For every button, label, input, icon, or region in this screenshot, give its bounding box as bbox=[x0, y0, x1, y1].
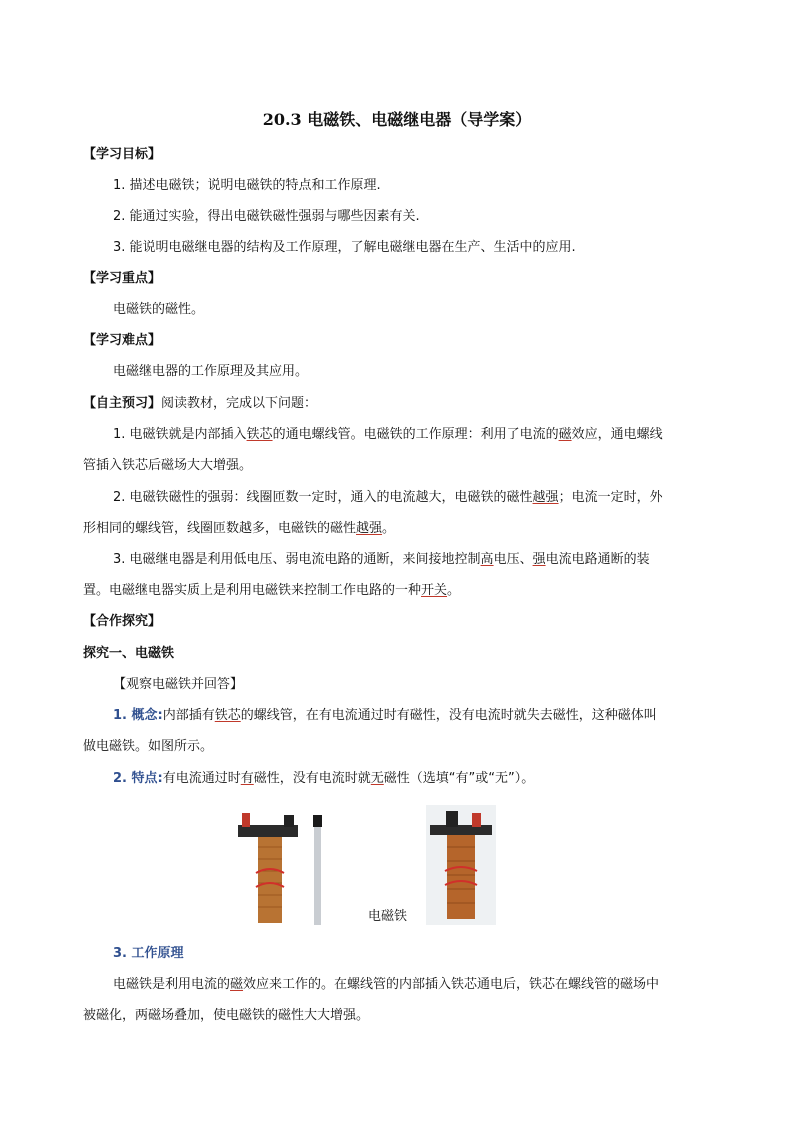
concept-line1 bbox=[113, 707, 657, 725]
answer-blank: 有 bbox=[240, 771, 254, 786]
answer-blank: 越强 bbox=[532, 490, 559, 505]
text-run: 2. 电磁铁磁性的强弱：线圈匝数一定时，通入的电流越大，电磁铁的磁性 bbox=[113, 490, 533, 505]
preview-p2-line2 bbox=[83, 520, 395, 538]
electromagnet-photo-right bbox=[426, 805, 496, 925]
text-run: 置。电磁继电器实质上是利用电磁铁来控制工作电路的一种 bbox=[83, 583, 422, 598]
concept-line2: 做电磁铁。如图所示。 bbox=[83, 739, 214, 754]
text-run: 有电流通过时 bbox=[162, 771, 241, 786]
text-run: 磁性（选填“有”或“无”）。 bbox=[383, 771, 535, 786]
preview-p2-line1 bbox=[113, 489, 663, 507]
preview-p1-line1 bbox=[113, 426, 663, 444]
feature-line bbox=[113, 770, 534, 788]
text-run: 内部插有 bbox=[162, 708, 215, 723]
explore1-heading: 探究一、电磁铁 bbox=[83, 646, 175, 661]
observe-heading: 【观察电磁铁并回答】 bbox=[113, 677, 244, 692]
key-text: 电磁铁的磁性。 bbox=[113, 302, 205, 317]
answer-blank: 高 bbox=[480, 552, 494, 567]
text-run: ；电流一定时，外 bbox=[558, 490, 663, 505]
answer-blank: 开关 bbox=[421, 583, 448, 598]
text-run: 电压、 bbox=[493, 552, 533, 567]
preview-p1-line2: 管插入铁芯后磁场大大增强。 bbox=[83, 458, 253, 473]
text-run: 形相同的螺线管，线圈匝数越多，电磁铁的磁性 bbox=[83, 521, 357, 536]
figure-caption: 电磁铁 bbox=[368, 909, 408, 924]
preview-p3-line2 bbox=[83, 582, 460, 600]
text-run: 电流电路通断的装 bbox=[545, 552, 650, 567]
goal-item-3: 3. 能说明电磁继电器的结构及工作原理，了解电磁继电器在生产、生活中的应用. bbox=[113, 240, 576, 255]
page-title: 20.3 电磁铁、电磁继电器（导学案） bbox=[262, 110, 532, 129]
text-run: 1. 电磁铁就是内部插入 bbox=[113, 427, 247, 442]
text-run: 效应，通电螺线 bbox=[571, 427, 663, 442]
text-run: 的螺线管，在有电流通过时有磁性，没有电流时就失去磁性，这种磁体叫 bbox=[240, 708, 657, 723]
preview-line bbox=[83, 395, 317, 413]
preview-intro: 阅读教材，完成以下问题： bbox=[161, 396, 318, 411]
difficult-heading: 【学习难点】 bbox=[83, 333, 162, 348]
principle-line2: 被磁化，两磁场叠加，使电磁铁的磁性大大增强。 bbox=[83, 1008, 370, 1023]
answer-blank: 磁 bbox=[230, 977, 244, 992]
concept-label: 1. 概念: bbox=[113, 708, 163, 723]
answer-blank: 铁芯 bbox=[246, 427, 273, 442]
goals-heading: 【学习目标】 bbox=[83, 147, 162, 162]
key-heading: 【学习重点】 bbox=[83, 271, 162, 286]
answer-blank: 越强 bbox=[356, 521, 383, 536]
text-run: 3. 电磁继电器是利用低电压、弱电流电路的通断，来间接地控制 bbox=[113, 552, 481, 567]
goal-item-2: 2. 能通过实验，得出电磁铁磁性强弱与哪些因素有关. bbox=[113, 209, 420, 224]
principle-heading: 3. 工作原理 bbox=[113, 946, 184, 961]
answer-blank: 无 bbox=[370, 771, 384, 786]
electromagnet-photo-left bbox=[238, 813, 338, 925]
preview-p3-line1 bbox=[113, 551, 650, 569]
feature-label: 2. 特点: bbox=[113, 771, 163, 786]
text-run: 磁性，没有电流时就 bbox=[253, 771, 371, 786]
text-run: 。 bbox=[382, 521, 396, 536]
answer-blank: 铁芯 bbox=[214, 708, 241, 723]
principle-line1 bbox=[113, 976, 659, 994]
answer-blank: 磁 bbox=[558, 427, 572, 442]
text-run: 。 bbox=[447, 583, 461, 598]
text-run: 的通电螺线管。电磁铁的工作原理：利用了电流的 bbox=[272, 427, 559, 442]
text-run: 电磁铁是利用电流的 bbox=[113, 977, 231, 992]
preview-heading: 【自主预习】 bbox=[83, 396, 162, 411]
figure-area bbox=[0, 805, 794, 925]
goal-item-1: 1. 描述电磁铁；说明电磁铁的特点和工作原理. bbox=[113, 178, 381, 193]
difficult-text: 电磁继电器的工作原理及其应用。 bbox=[113, 364, 309, 379]
text-run: 效应来工作的。在螺线管的内部插入铁芯通电后，铁芯在螺线管的磁场中 bbox=[243, 977, 660, 992]
coop-heading: 【合作探究】 bbox=[83, 614, 162, 629]
answer-blank: 强 bbox=[532, 552, 546, 567]
